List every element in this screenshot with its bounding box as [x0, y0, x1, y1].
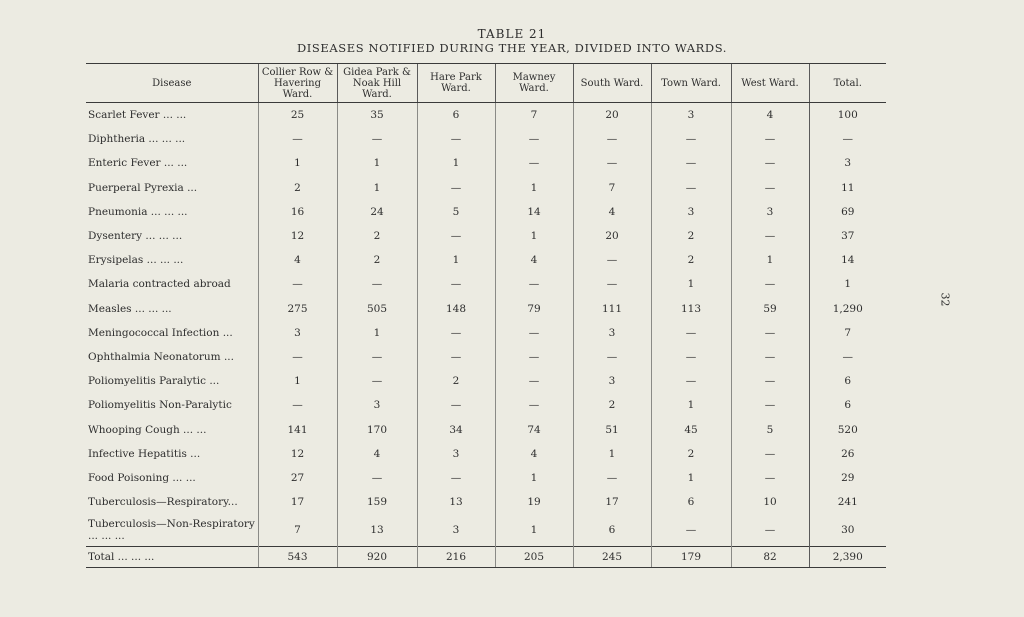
ward-count-cell: 12	[258, 442, 337, 466]
ward-count-cell: 1	[337, 321, 417, 345]
ward-count-cell: 17	[573, 490, 651, 514]
ward-count-cell: 1	[417, 248, 495, 272]
ward-count-cell: 1	[337, 176, 417, 200]
ward-count-cell: 3	[731, 200, 809, 224]
disease-name: Measles ... ... ...	[88, 302, 172, 315]
ward-count-cell: —	[337, 369, 417, 393]
ward-count-cell: —	[417, 466, 495, 490]
table-row	[86, 200, 886, 224]
row-total-cell: 3	[809, 151, 886, 175]
header-row	[86, 64, 886, 103]
table-row	[86, 369, 886, 393]
table-row	[86, 127, 886, 151]
ward-count-cell: —	[495, 369, 573, 393]
row-total-cell: 1,290	[809, 297, 886, 321]
column-header-collier-row: Collier Row & Havering Ward.	[258, 64, 337, 103]
ward-count-cell: 7	[573, 176, 651, 200]
ward-count-cell: 24	[337, 200, 417, 224]
ward-count-cell: 79	[495, 297, 573, 321]
ward-count-cell: 920	[337, 547, 417, 568]
ward-count-cell: 3	[651, 200, 731, 224]
ward-count-cell: 4	[731, 103, 809, 128]
ward-count-cell: 113	[651, 297, 731, 321]
ward-count-cell: 179	[651, 547, 731, 568]
disease-name: Malaria contracted abroad	[88, 278, 231, 291]
ward-count-cell: 1	[495, 466, 573, 490]
row-total-cell: 11	[809, 176, 886, 200]
ward-count-cell: —	[651, 151, 731, 175]
ward-count-cell: 111	[573, 297, 651, 321]
row-total-cell: 2,390	[809, 547, 886, 568]
ward-count-cell: 2	[337, 224, 417, 248]
ward-count-cell: —	[417, 272, 495, 296]
ward-count-cell: 2	[651, 248, 731, 272]
ward-count-cell: 34	[417, 417, 495, 441]
ward-count-cell: 6	[573, 514, 651, 547]
ward-count-cell: 1	[495, 514, 573, 547]
ward-count-cell: 3	[337, 393, 417, 417]
ward-count-cell: —	[651, 176, 731, 200]
ward-count-cell: 59	[731, 297, 809, 321]
column-header-west: West Ward.	[731, 64, 809, 103]
table-row	[86, 272, 886, 296]
row-total-cell: 520	[809, 417, 886, 441]
ward-count-cell: 25	[258, 103, 337, 128]
ward-count-cell: —	[258, 345, 337, 369]
ward-count-cell: 4	[573, 200, 651, 224]
ward-count-cell: —	[417, 127, 495, 151]
ward-count-cell: 3	[651, 103, 731, 128]
ward-count-cell: 20	[573, 103, 651, 128]
ward-count-cell: 7	[258, 514, 337, 547]
row-total-cell: 26	[809, 442, 886, 466]
ward-count-cell: —	[731, 466, 809, 490]
ward-count-cell: —	[651, 127, 731, 151]
ward-count-cell: —	[573, 127, 651, 151]
ward-count-cell: —	[651, 369, 731, 393]
table-row	[86, 176, 886, 200]
ward-count-cell: 543	[258, 547, 337, 568]
ward-count-cell: —	[731, 345, 809, 369]
ward-count-cell: 1	[417, 151, 495, 175]
ward-count-cell: 159	[337, 490, 417, 514]
ward-count-cell: —	[495, 272, 573, 296]
ward-count-cell: —	[417, 345, 495, 369]
ward-count-cell: —	[731, 393, 809, 417]
table-row	[86, 442, 886, 466]
total-row	[86, 547, 886, 568]
ward-count-cell: 2	[651, 442, 731, 466]
ward-count-cell: 27	[258, 466, 337, 490]
table-row	[86, 490, 886, 514]
ward-count-cell: 13	[417, 490, 495, 514]
disease-name: Poliomyelitis Non-Paralytic	[88, 399, 232, 412]
ward-count-cell: 45	[651, 417, 731, 441]
column-header-mawney: Mawney Ward.	[495, 64, 573, 103]
disease-name: Diphtheria ... ... ...	[88, 133, 186, 146]
ward-count-cell: —	[651, 514, 731, 547]
ward-count-cell: 4	[337, 442, 417, 466]
ward-count-cell: 5	[417, 200, 495, 224]
disease-name: Enteric Fever ... ...	[88, 157, 188, 170]
column-header-town: Town Ward.	[651, 64, 731, 103]
ward-count-cell: 1	[258, 151, 337, 175]
disease-name: Erysipelas ... ... ...	[88, 254, 184, 267]
table-row	[86, 345, 886, 369]
ward-count-cell: 1	[651, 393, 731, 417]
ward-count-cell: 2	[337, 248, 417, 272]
ward-count-cell: —	[731, 272, 809, 296]
ward-count-cell: 1	[258, 369, 337, 393]
ward-count-cell: —	[417, 224, 495, 248]
row-total-cell: —	[809, 345, 886, 369]
ward-count-cell: 170	[337, 417, 417, 441]
ward-count-cell: 20	[573, 224, 651, 248]
ward-count-cell: —	[495, 393, 573, 417]
row-total-cell: 37	[809, 224, 886, 248]
ward-count-cell: 14	[495, 200, 573, 224]
ward-count-cell: —	[731, 321, 809, 345]
ward-count-cell: 17	[258, 490, 337, 514]
ward-count-cell: —	[731, 127, 809, 151]
ward-count-cell: 7	[495, 103, 573, 128]
ward-count-cell: 4	[495, 248, 573, 272]
ward-count-cell: —	[573, 345, 651, 369]
column-header-total: Total.	[809, 64, 886, 103]
disease-name: Tuberculosis—Non-Respiratory ... ... ...	[88, 518, 255, 543]
ward-count-cell: 205	[495, 547, 573, 568]
ward-count-cell: —	[651, 321, 731, 345]
ward-count-cell: —	[731, 442, 809, 466]
ward-count-cell: 1	[495, 224, 573, 248]
disease-name: Meningococcal Infection ...	[88, 326, 233, 339]
ward-count-cell: —	[495, 151, 573, 175]
column-header-disease: Disease	[86, 64, 258, 103]
row-total-cell: —	[809, 127, 886, 151]
ward-count-cell: —	[731, 224, 809, 248]
ward-count-cell: —	[337, 127, 417, 151]
ward-count-cell: —	[495, 127, 573, 151]
disease-name: Pneumonia ... ... ...	[88, 205, 188, 218]
row-total-cell: 241	[809, 490, 886, 514]
ward-count-cell: —	[337, 466, 417, 490]
table-row	[86, 103, 886, 128]
disease-name: Infective Hepatitis ...	[88, 447, 201, 460]
disease-name: Whooping Cough ... ...	[88, 423, 207, 436]
disease-name: Scarlet Fever ... ...	[88, 109, 187, 122]
row-total-cell: 6	[809, 369, 886, 393]
ward-count-cell: 1	[337, 151, 417, 175]
column-header-south: South Ward.	[573, 64, 651, 103]
disease-name: Total ... ... ...	[86, 547, 258, 568]
ward-count-cell: —	[731, 151, 809, 175]
row-total-cell: 100	[809, 103, 886, 128]
ward-count-cell: 1	[651, 272, 731, 296]
table-row	[86, 151, 886, 175]
ward-count-cell: —	[573, 466, 651, 490]
ward-count-cell: 148	[417, 297, 495, 321]
ward-count-cell: 16	[258, 200, 337, 224]
table-row	[86, 297, 886, 321]
ward-count-cell: 6	[417, 103, 495, 128]
table-row	[86, 321, 886, 345]
ward-count-cell: 2	[651, 224, 731, 248]
ward-count-cell: 4	[495, 442, 573, 466]
ward-count-cell: —	[337, 345, 417, 369]
ward-count-cell: 82	[731, 547, 809, 568]
ward-count-cell: 10	[731, 490, 809, 514]
disease-name: Dysentery ... ... ...	[88, 230, 183, 243]
ward-count-cell: 216	[417, 547, 495, 568]
table-row	[86, 248, 886, 272]
table-row	[86, 224, 886, 248]
row-total-cell: 30	[809, 514, 886, 547]
row-total-cell: 29	[809, 466, 886, 490]
ward-count-cell: 1	[573, 442, 651, 466]
disease-name: Poliomyelitis Paralytic ...	[88, 375, 220, 388]
disease-ward-table	[86, 63, 886, 568]
ward-count-cell: 245	[573, 547, 651, 568]
ward-count-cell: 141	[258, 417, 337, 441]
ward-count-cell: 3	[258, 321, 337, 345]
ward-count-cell: 3	[573, 321, 651, 345]
ward-count-cell: 4	[258, 248, 337, 272]
ward-count-cell: 3	[573, 369, 651, 393]
ward-count-cell: 3	[417, 514, 495, 547]
disease-name: Puerperal Pyrexia ...	[88, 181, 198, 194]
table-title: DISEASES NOTIFIED DURING THE YEAR, DIVIDED INTO WARDS.	[296, 41, 728, 55]
ward-count-cell: 19	[495, 490, 573, 514]
ward-count-cell: —	[573, 248, 651, 272]
row-total-cell: 6	[809, 393, 886, 417]
row-total-cell: 14	[809, 248, 886, 272]
ward-count-cell: 1	[495, 176, 573, 200]
ward-count-cell: 3	[417, 442, 495, 466]
table-row	[86, 417, 886, 441]
ward-count-cell: 2	[417, 369, 495, 393]
ward-count-cell: —	[258, 127, 337, 151]
table-body	[86, 103, 886, 568]
column-header-gidea-park: Gidea Park & Noak Hill Ward.	[337, 64, 417, 103]
ward-count-cell: —	[731, 369, 809, 393]
ward-count-cell: 74	[495, 417, 573, 441]
ward-count-cell: 2	[258, 176, 337, 200]
ward-count-cell: 13	[337, 514, 417, 547]
ward-count-cell: 5	[731, 417, 809, 441]
table-row	[86, 393, 886, 417]
ward-count-cell: 505	[337, 297, 417, 321]
ward-count-cell: —	[417, 393, 495, 417]
ward-count-cell: —	[258, 393, 337, 417]
ward-count-cell: —	[337, 272, 417, 296]
ward-count-cell: —	[417, 321, 495, 345]
ward-count-cell: 6	[651, 490, 731, 514]
ward-count-cell: —	[495, 321, 573, 345]
column-header-hare-park: Hare Park Ward.	[417, 64, 495, 103]
row-total-cell: 7	[809, 321, 886, 345]
row-total-cell: 69	[809, 200, 886, 224]
page-number: 32	[938, 292, 952, 307]
ward-count-cell: —	[258, 272, 337, 296]
ward-count-cell: 35	[337, 103, 417, 128]
ward-count-cell: —	[495, 345, 573, 369]
ward-count-cell: 2	[573, 393, 651, 417]
disease-name: Tuberculosis—Respiratory...	[88, 496, 238, 509]
table-number: TABLE 21	[477, 27, 547, 41]
ward-count-cell: 51	[573, 417, 651, 441]
table-row	[86, 514, 886, 547]
table-row	[86, 466, 886, 490]
ward-count-cell: —	[651, 345, 731, 369]
ward-count-cell: 1	[651, 466, 731, 490]
ward-count-cell: —	[573, 272, 651, 296]
ward-count-cell: —	[731, 176, 809, 200]
ward-count-cell: —	[417, 176, 495, 200]
ward-count-cell: 275	[258, 297, 337, 321]
disease-name: Food Poisoning ... ...	[88, 471, 196, 484]
disease-name: Ophthalmia Neonatorum ...	[88, 350, 234, 363]
ward-count-cell: —	[573, 151, 651, 175]
ward-count-cell: —	[731, 514, 809, 547]
ward-count-cell: 12	[258, 224, 337, 248]
ward-count-cell: 1	[731, 248, 809, 272]
row-total-cell: 1	[809, 272, 886, 296]
